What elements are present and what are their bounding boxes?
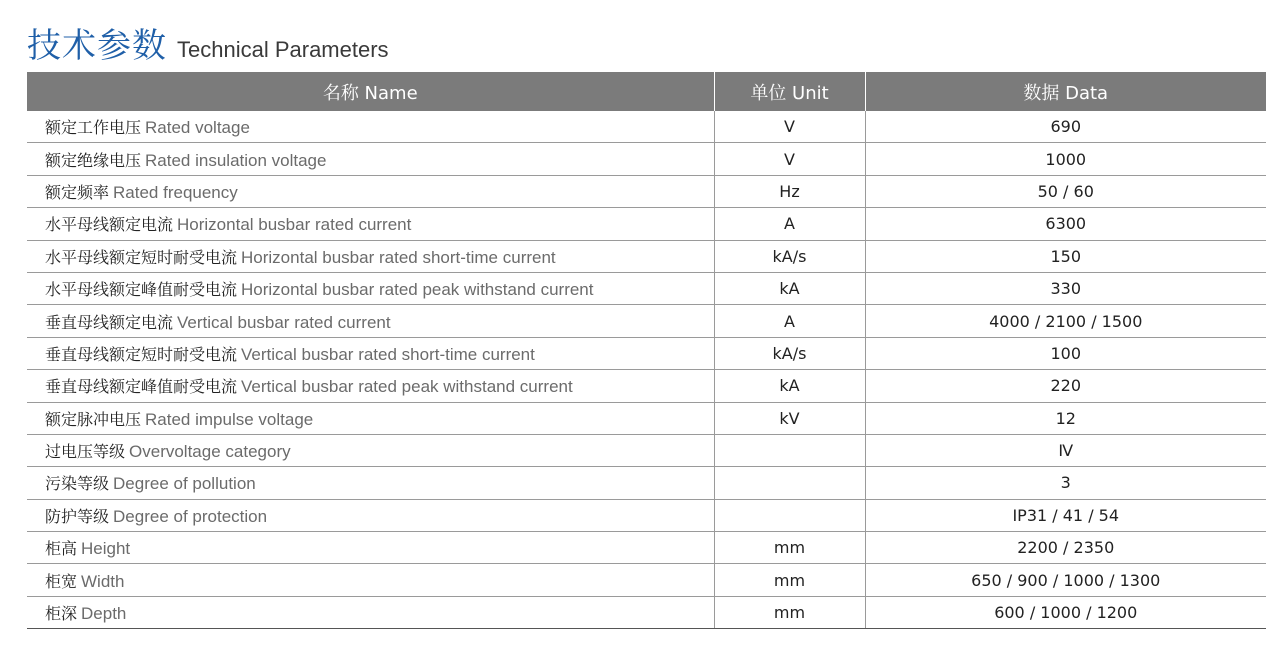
table-row: [27, 143, 1266, 175]
table-row: [27, 272, 1266, 304]
parameter-name-en: Depth: [81, 604, 127, 624]
parameter-name-cell: [27, 402, 714, 434]
table-body: [27, 111, 1266, 629]
parameter-name-cell: [27, 337, 714, 369]
parameter-name-en: Rated impulse voltage: [145, 409, 314, 429]
parameter-name-en: Rated insulation voltage: [145, 150, 327, 170]
parameter-name-en: Overvoltage category: [129, 442, 291, 462]
data-cell: 4000 / 2100 / 1500: [865, 305, 1266, 337]
parameter-name-zh: 水平母线额定峰值耐受电流: [45, 280, 238, 300]
parameter-name-en: Height: [81, 539, 131, 559]
parameter-name-zh: 额定脉冲电压: [45, 409, 142, 429]
parameter-name-cell: [27, 596, 714, 628]
data-cell: 330: [865, 272, 1266, 304]
page-title: [27, 18, 389, 67]
parameter-name-cell: [27, 564, 714, 596]
parameter-name-zh: 过电压等级: [45, 442, 126, 462]
parameter-name-en: Vertical busbar rated current: [177, 312, 391, 332]
parameter-name-en: Rated voltage: [145, 118, 250, 138]
parameter-name-cell: [27, 143, 714, 175]
parameter-name-cell: [27, 467, 714, 499]
parameter-name-cell: [27, 434, 714, 466]
data-cell: 650 / 900 / 1000 / 1300: [865, 564, 1266, 596]
parameter-name-cell: [27, 532, 714, 564]
table-row: [27, 337, 1266, 369]
table-row: [27, 467, 1266, 499]
parameter-name-cell: [27, 499, 714, 531]
parameter-name-zh: 垂直母线额定峰值耐受电流: [45, 377, 238, 397]
parameter-name-cell: [27, 175, 714, 207]
unit-cell: kA: [714, 272, 865, 304]
parameter-name-cell: [27, 240, 714, 272]
parameter-name-zh: 水平母线额定电流: [45, 215, 174, 235]
unit-cell: V: [714, 143, 865, 175]
data-cell: 220: [865, 370, 1266, 402]
parameter-name-en: Vertical busbar rated short-time current: [241, 344, 535, 364]
unit-cell: mm: [714, 564, 865, 596]
parameter-name-en: Vertical busbar rated peak withstand current: [241, 377, 573, 397]
table-row: [27, 370, 1266, 402]
unit-cell: kA: [714, 370, 865, 402]
parameters-table: [27, 72, 1266, 629]
data-cell: 690: [865, 111, 1266, 143]
parameter-name-en: Degree of protection: [113, 506, 268, 526]
unit-cell: [714, 467, 865, 499]
data-cell: 100: [865, 337, 1266, 369]
unit-cell: [714, 499, 865, 531]
parameter-name-zh: 额定频率: [45, 182, 110, 202]
parameter-name-cell: [27, 370, 714, 402]
parameter-name-zh: 柜宽: [45, 571, 78, 591]
data-cell: Ⅳ: [865, 434, 1266, 466]
table-row: [27, 532, 1266, 564]
parameter-name-en: Rated frequency: [113, 182, 238, 202]
parameter-name-zh: 水平母线额定短时耐受电流: [45, 247, 238, 267]
parameter-name-zh: 额定绝缘电压: [45, 150, 142, 170]
unit-cell: kA/s: [714, 337, 865, 369]
data-cell: 3: [865, 467, 1266, 499]
table-row: [27, 208, 1266, 240]
header-row: [27, 72, 1266, 111]
header-name: 名称 Name: [27, 72, 714, 111]
parameter-name-cell: [27, 208, 714, 240]
parameter-name-zh: 额定工作电压: [45, 118, 142, 138]
parameter-name-zh: 垂直母线额定电流: [45, 312, 174, 332]
table-row: [27, 499, 1266, 531]
title-english: Technical Parameters: [177, 37, 389, 62]
unit-cell: V: [714, 111, 865, 143]
parameter-name-zh: 污染等级: [45, 474, 110, 494]
header-unit: 单位 Unit: [714, 72, 865, 111]
parameter-name-cell: [27, 272, 714, 304]
data-cell: 150: [865, 240, 1266, 272]
title-chinese: 技术参数: [27, 26, 167, 66]
data-cell: 6300: [865, 208, 1266, 240]
table-row: [27, 111, 1266, 143]
unit-cell: mm: [714, 532, 865, 564]
table-row: [27, 305, 1266, 337]
table-row: [27, 402, 1266, 434]
parameter-name-en: Width: [81, 571, 125, 591]
parameter-name-zh: 防护等级: [45, 506, 110, 526]
table-row: [27, 240, 1266, 272]
parameter-name-zh: 柜深: [45, 604, 78, 624]
parameter-name-en: Horizontal busbar rated peak withstand current: [241, 280, 594, 300]
table-row: [27, 434, 1266, 466]
unit-cell: [714, 434, 865, 466]
parameter-name-zh: 柜高: [45, 539, 78, 559]
unit-cell: Hz: [714, 175, 865, 207]
parameter-name-zh: 垂直母线额定短时耐受电流: [45, 344, 238, 364]
unit-cell: A: [714, 208, 865, 240]
unit-cell: A: [714, 305, 865, 337]
data-cell: 1000: [865, 143, 1266, 175]
data-cell: 600 / 1000 / 1200: [865, 596, 1266, 628]
parameter-name-en: Degree of pollution: [113, 474, 256, 494]
data-cell: IP31 / 41 / 54: [865, 499, 1266, 531]
unit-cell: mm: [714, 596, 865, 628]
parameter-name-en: Horizontal busbar rated short-time current: [241, 247, 556, 267]
data-cell: 50 / 60: [865, 175, 1266, 207]
parameter-name-cell: [27, 111, 714, 143]
data-cell: 2200 / 2350: [865, 532, 1266, 564]
unit-cell: kA/s: [714, 240, 865, 272]
table-row: [27, 596, 1266, 628]
header-data: 数据 Data: [865, 72, 1266, 111]
parameter-name-en: Horizontal busbar rated current: [177, 215, 412, 235]
table-row: [27, 564, 1266, 596]
table-header: [27, 72, 1266, 111]
unit-cell: kV: [714, 402, 865, 434]
data-cell: 12: [865, 402, 1266, 434]
table-row: [27, 175, 1266, 207]
parameter-name-cell: [27, 305, 714, 337]
